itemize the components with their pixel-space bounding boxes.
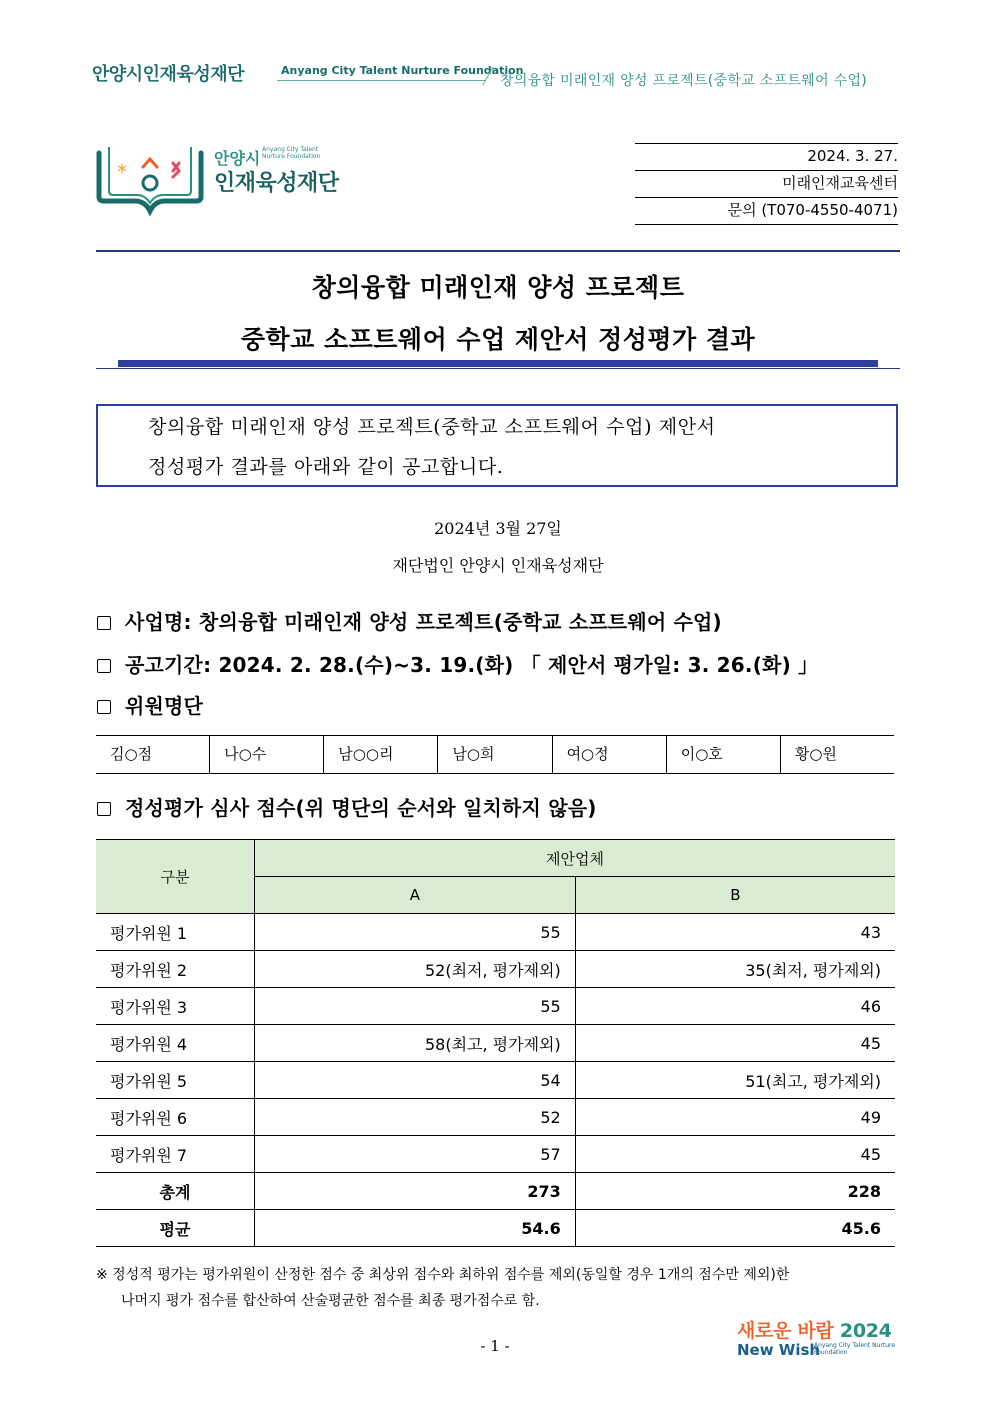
slogan-ko <box>737 1316 892 1343</box>
table-row <box>96 951 895 988</box>
bullet-period <box>97 649 818 678</box>
announcement-date: 2024년 3월 27일 <box>434 519 562 538</box>
title-line-1: 창의융합 미래인재 양성 프로젝트 <box>311 273 685 302</box>
average-b: 45.6 <box>575 1210 895 1247</box>
checkbox-icon <box>97 659 111 673</box>
table-row <box>96 1136 895 1173</box>
committee-members-table <box>96 735 894 774</box>
title-bottom-rule <box>96 368 900 369</box>
member-cell: 나○수 <box>210 736 324 773</box>
logo-text-en: Anyang City Talent Nurture Foundation <box>262 146 321 160</box>
footnote-line-1: ※ 정성적 평가는 평가위원이 산정한 점수 중 최상위 점수와 최하위 점수를 제외(동일할 경우 1개의 점수만 제외)한 <box>96 1267 790 1283</box>
header-project-name: 창의융합 미래인재 양성 프로젝트(중학교 소프트웨어 수업) <box>500 73 868 89</box>
slogan-year: 2024 <box>839 1320 892 1342</box>
table-row <box>96 914 895 951</box>
score-a: 52(최저, 평가제외) <box>255 951 576 988</box>
table-row <box>96 1099 895 1136</box>
info-bottom-rule <box>635 224 898 225</box>
member-cell: 김○점 <box>96 736 210 773</box>
header-vendor-a: A <box>255 877 576 914</box>
row-label: 평가위원 6 <box>96 1099 255 1136</box>
row-label: 평가위원 7 <box>96 1136 255 1173</box>
bullet-committee <box>97 690 203 719</box>
footnote-line-2: 나머지 평가 점수를 합산하여 산술평균한 점수를 최종 평가점수로 함. <box>121 1293 540 1309</box>
table-row <box>96 988 895 1025</box>
score-a: 58(최고, 평가제외) <box>255 1025 576 1062</box>
average-a: 54.6 <box>255 1210 576 1247</box>
row-label: 평가위원 5 <box>96 1062 255 1099</box>
total-label: 총계 <box>96 1173 255 1210</box>
bullet-scores <box>97 792 597 821</box>
score-a: 52 <box>255 1099 576 1136</box>
bullet-business <box>97 606 722 635</box>
slogan-en-small: Anyang City Talent Nurture Foundation <box>814 1342 896 1356</box>
svg-text:*: * <box>117 160 127 184</box>
row-label: 평가위원 4 <box>96 1025 255 1062</box>
score-b: 45 <box>575 1025 895 1062</box>
slogan-ko-text: 새로운 바람 <box>737 1320 834 1342</box>
foundation-logo-icon <box>95 143 205 225</box>
logo-text-city: 안양시 <box>214 149 261 168</box>
department: 미래인재교육센터 <box>782 174 898 192</box>
score-b: 35(최저, 평가제외) <box>575 951 895 988</box>
member-cell: 이○호 <box>667 736 781 773</box>
header-group: 구분 <box>96 840 255 914</box>
header-slash-divider <box>480 66 496 86</box>
member-cell: 남○희 <box>438 736 552 773</box>
score-a: 54 <box>255 1062 576 1099</box>
notice-line-2: 정성평가 결과를 아래와 같이 공고합니다. <box>148 456 504 478</box>
score-a: 55 <box>255 988 576 1025</box>
header-vendor-b: B <box>575 877 895 914</box>
checkbox-icon <box>97 802 111 816</box>
title-bottom-bar <box>118 360 878 367</box>
table-row <box>96 1025 895 1062</box>
page-number: - 1 - <box>480 1337 510 1355</box>
notice-period: 공고기간: 2024. 2. 28.(수)~3. 19.(화) 「 제안서 평가일: 3. 26.(화) 」 <box>125 653 819 677</box>
average-row <box>96 1210 895 1247</box>
business-name: 사업명: 창의융합 미래인재 양성 프로젝트(중학교 소프트웨어 수업) <box>125 610 722 634</box>
total-row <box>96 1173 895 1210</box>
score-a: 55 <box>255 914 576 951</box>
scores-heading: 정성평가 심사 점수(위 명단의 순서와 일치하지 않음) <box>125 796 597 820</box>
score-b: 49 <box>575 1099 895 1136</box>
score-b: 45 <box>575 1136 895 1173</box>
checkbox-icon <box>97 700 111 714</box>
title-top-rule <box>96 250 900 252</box>
total-b: 228 <box>575 1173 895 1210</box>
total-a: 273 <box>255 1173 576 1210</box>
member-cell: 여○정 <box>553 736 667 773</box>
score-b: 46 <box>575 988 895 1025</box>
average-label: 평균 <box>96 1210 255 1247</box>
logo-text-foundation: 인재육성재단 <box>214 171 339 196</box>
header-org-name: 안양시인재육성재단 <box>92 64 244 85</box>
issuer: 재단법인 안양시 인재육성재단 <box>392 556 604 575</box>
issue-date: 2024. 3. 27. <box>807 147 898 165</box>
header-underline <box>277 80 485 81</box>
contact: 문의 (T070-4550-4071) <box>727 201 898 219</box>
row-label: 평가위원 3 <box>96 988 255 1025</box>
committee-heading: 위원명단 <box>125 694 204 718</box>
score-b: 51(최고, 평가제외) <box>575 1062 895 1099</box>
row-label: 평가위원 2 <box>96 951 255 988</box>
footnote <box>96 1262 906 1314</box>
notice-line-1: 창의융합 미래인재 양성 프로젝트(중학교 소프트웨어 수업) 제안서 <box>148 416 716 438</box>
header-vendor: 제안업체 <box>255 840 896 877</box>
member-cell: 남○○리 <box>324 736 438 773</box>
score-a: 57 <box>255 1136 576 1173</box>
row-label: 평가위원 1 <box>96 914 255 951</box>
header-org-name-en: Anyang City Talent Nurture Foundation <box>281 64 524 77</box>
table-row <box>96 1062 895 1099</box>
member-cell: 황○원 <box>794 745 837 763</box>
score-b: 43 <box>575 914 895 951</box>
title-line-2: 중학교 소프트웨어 수업 제안서 정성평가 결과 <box>240 325 756 354</box>
score-table <box>96 839 895 1247</box>
slogan-en: New Wish <box>737 1341 821 1359</box>
checkbox-icon <box>97 616 111 630</box>
